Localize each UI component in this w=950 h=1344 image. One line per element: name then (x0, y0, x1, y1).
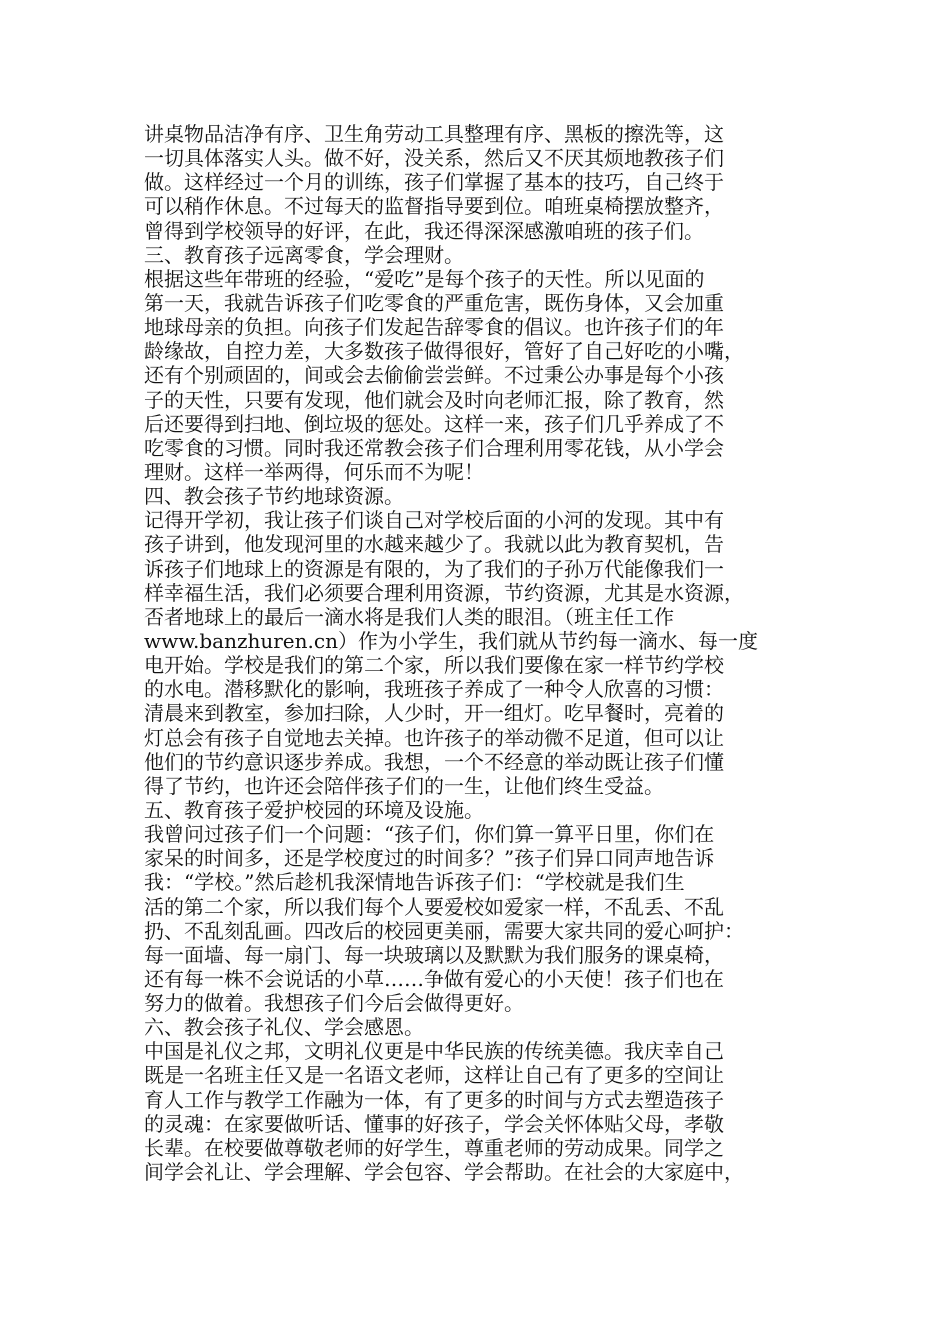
text-line: www.banzhuren.cn）作为小学生，我们就从节约每一滴水、每一度 (144, 628, 758, 653)
text-line: 一切具体落实人头。做不好，没关系，然后又不厌其烦地教孩子们 (144, 146, 724, 171)
text-line: 他们的节约意识逐步养成。我想，一个不经意的举动既让孩子们懂 (144, 749, 724, 774)
text-line: 清晨来到教室，参加扫除，人少时，开一组灯。吃早餐时，亮着的 (144, 701, 724, 726)
text-line: 后还要得到扫地、倒垃圾的惩处。这样一来，孩子们几乎养成了不 (144, 411, 724, 436)
section-heading: 六、教会孩子礼仪、学会感恩。 (144, 1015, 424, 1040)
text-line: 可以稍作休息。不过每天的监督指导要到位。咱班桌椅摆放整齐， (144, 194, 724, 219)
text-line: 每一面墙、每一扇门、每一块玻璃以及默默为我们服务的课桌椅， (144, 942, 724, 967)
text-line: 家呆的时间多，还是学校度过的时间多？”孩子们异口同声地告诉 (144, 846, 715, 871)
text-line: 我：“学校。”然后趁机我深情地告诉孩子们：“学校就是我们生 (144, 870, 685, 895)
text-line: 第一天，我就告诉孩子们吃零食的严重危害，既伤身体，又会加重 (144, 290, 724, 315)
text-line: 灯总会有孩子自觉地去关掉。也许孩子的举动微不足道，但可以让 (144, 725, 724, 750)
text-line: 样幸福生活，我们必须要合理利用资源，节约资源，尤其是水资源， (144, 580, 744, 605)
text-line: 曾得到学校领导的好评，在此，我还得深深感激咱班的孩子们。 (144, 218, 704, 243)
text-line: 做。这样经过一个月的训练，孩子们掌握了基本的技巧，自己终于 (144, 170, 724, 195)
text-line: 还有每一株不会说话的小草……争做有爱心的小天使！孩子们也在 (144, 966, 724, 991)
section-heading: 五、教育孩子爱护校园的环境及设施。 (144, 797, 484, 822)
text-line: 吃零食的习惯。同时我还常教会孩子们合理利用零花钱，从小学会 (144, 435, 724, 460)
text-line: 中国是礼仪之邦，文明礼仪更是中华民族的传统美德。我庆幸自己 (144, 1039, 724, 1064)
text-line: 否者地球上的最后一滴水将是我们人类的眼泪。（班主任工作 (144, 604, 674, 629)
text-line: 的灵魂：在家要做听话、懂事的好孩子，学会关怀体贴父母，孝敬 (144, 1111, 724, 1136)
text-line: 子的天性，只要有发现，他们就会及时向老师汇报，除了教育，然 (144, 387, 724, 412)
text-line: 间学会礼让、学会理解、学会包容、学会帮助。在社会的大家庭中， (144, 1160, 744, 1185)
text-line: 龄缘故，自控力差，大多数孩子做得很好，管好了自己好吃的小嘴， (144, 339, 744, 364)
text-line: 我曾问过孩子们一个问题：“孩子们，你们算一算平日里，你们在 (144, 822, 715, 847)
section-heading: 三、教育孩子远离零食，学会理财。 (144, 242, 464, 267)
text-line: 得了节约，也许还会陪伴孩子们的一生，让他们终生受益。 (144, 773, 664, 798)
text-line: 讲桌物品洁净有序、卫生角劳动工具整理有序、黑板的擦洗等，这 (144, 122, 724, 146)
text-line: 记得开学初，我让孩子们谈自己对学校后面的小河的发现。其中有 (144, 508, 724, 533)
text-line: 理财。这样一举两得，何乐而不为呢！ (144, 459, 484, 484)
text-line: 的水电。潜移默化的影响，我班孩子养成了一种令人欣喜的习惯： (144, 677, 724, 702)
text-line: 努力的做着。我想孩子们今后会做得更好。 (144, 991, 524, 1016)
text-line: 还有个别顽固的，间或会去偷偷尝尝鲜。不过秉公办事是每个小孩 (144, 363, 724, 388)
text-line: 根据这些年带班的经验，“爱吃”是每个孩子的天性。所以见面的 (144, 266, 705, 291)
text-line: 电开始。学校是我们的第二个家，所以我们要像在家一样节约学校 (144, 653, 724, 678)
text-line: 既是一名班主任又是一名语文老师，这样让自己有了更多的空间让 (144, 1063, 724, 1088)
section-heading: 四、教会孩子节约地球资源。 (144, 484, 404, 509)
text-line: 育人工作与教学工作融为一体，有了更多的时间与方式去塑造孩子 (144, 1087, 724, 1112)
text-line: 诉孩子们地球上的资源是有限的，为了我们的子孙万代能像我们一 (144, 556, 724, 581)
text-line: 长辈。在校要做尊敬老师的好学生，尊重老师的劳动成果。同学之 (144, 1135, 724, 1160)
text-line: 孩子讲到，他发现河里的水越来越少了。我就以此为教育契机，告 (144, 532, 724, 557)
document-body (144, 122, 824, 1184)
text-line: 活的第二个家，所以我们每个人要爱校如爱家一样，不乱丢、不乱 (144, 894, 724, 919)
text-line: 扔、不乱刻乱画。四改后的校园更美丽，需要大家共同的爱心呵护： (144, 918, 744, 943)
text-line: 地球母亲的负担。向孩子们发起告辞零食的倡议。也许孩子们的年 (144, 315, 724, 340)
